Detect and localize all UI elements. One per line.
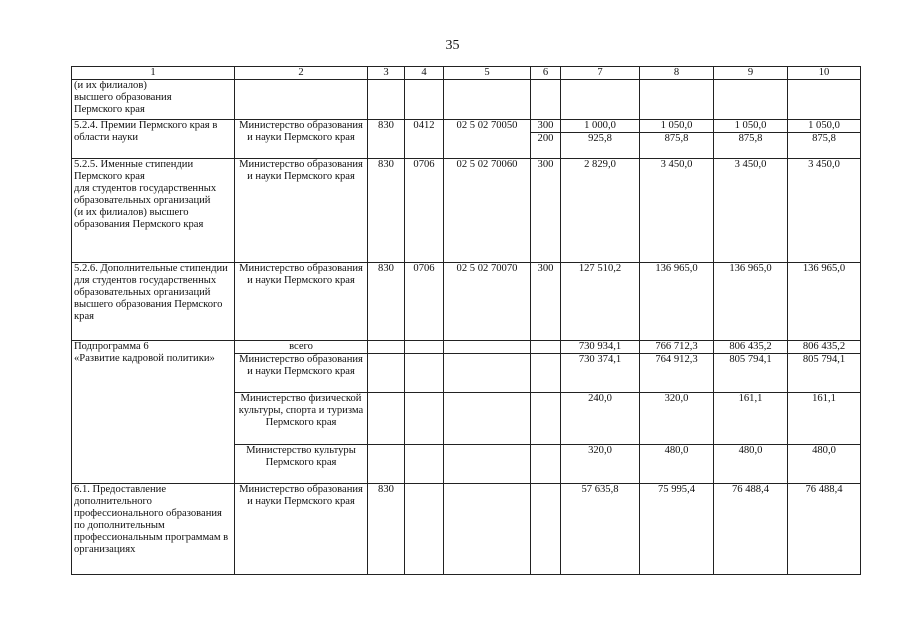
cell	[368, 445, 405, 484]
section-code: 0706	[405, 159, 444, 263]
item-name: 5.2.4. Премии Пермского края в области науки	[72, 120, 235, 159]
amount: 161,1	[714, 393, 788, 445]
column-number: 2	[235, 67, 368, 80]
amount: 240,0	[561, 393, 640, 445]
amount: 730 374,1	[561, 354, 640, 393]
cell	[531, 354, 561, 393]
amount: 764 912,3	[640, 354, 714, 393]
cell	[561, 80, 640, 120]
amount: 76 488,4	[788, 484, 861, 575]
cell	[444, 341, 531, 354]
amount: 875,8	[812, 133, 836, 144]
item-name: 5.2.5. Именные стипендии Пермского края для студентов государственных образовательных организаций (и их филиалов) высшего образования Пермского края	[72, 159, 235, 263]
target-code: 02 5 02 70050	[444, 120, 531, 159]
ministry-name: Министерство образования и науки Пермского края	[235, 354, 368, 393]
section-code	[405, 484, 444, 575]
amount: 161,1	[788, 393, 861, 445]
amount: 320,0	[561, 445, 640, 484]
ministry-name: Министерство образования и науки Пермского края	[235, 120, 368, 159]
ministry-code: 830	[368, 263, 405, 341]
ministry-name: всего	[235, 341, 368, 354]
ministry-code: 830	[368, 120, 405, 159]
column-number: 5	[444, 67, 531, 80]
amount-cell	[561, 120, 640, 159]
amount: 75 995,4	[640, 484, 714, 575]
cell	[405, 354, 444, 393]
section-code: 0412	[405, 120, 444, 159]
amount-cell	[714, 120, 788, 159]
amount: 2 829,0	[561, 159, 640, 263]
item-name: (и их филиалов) высшего образования Пермского края	[72, 80, 235, 120]
table-row	[72, 120, 861, 159]
cell	[405, 445, 444, 484]
ministry-code: 830	[368, 484, 405, 575]
page-number: 35	[445, 38, 460, 53]
table-row	[72, 263, 861, 341]
item-name: 5.2.6. Дополнительные стипендии для студентов государственных образовательных организаций высшего образования Пермского края	[72, 263, 235, 341]
amount: 480,0	[788, 445, 861, 484]
column-number: 8	[640, 67, 714, 80]
table-row	[72, 341, 861, 354]
cell	[531, 445, 561, 484]
cell	[640, 80, 714, 120]
amount: 3 450,0	[788, 159, 861, 263]
expense-type: 300	[531, 159, 561, 263]
expense-type: 300	[531, 263, 561, 341]
expense-type-cell	[531, 120, 561, 159]
cell	[405, 341, 444, 354]
cell	[531, 341, 561, 354]
cell	[531, 393, 561, 445]
cell	[444, 445, 531, 484]
budget-table	[71, 66, 861, 575]
cell	[405, 80, 444, 120]
amount: 3 450,0	[714, 159, 788, 263]
column-number: 10	[788, 67, 861, 80]
amount: 136 965,0	[714, 263, 788, 341]
column-number: 7	[561, 67, 640, 80]
amount: 805 794,1	[788, 354, 861, 393]
column-number: 6	[531, 67, 561, 80]
column-number: 3	[368, 67, 405, 80]
ministry-name: Министерство образования и науки Пермского края	[235, 263, 368, 341]
amount: 127 510,2	[561, 263, 640, 341]
amount: 925,8	[588, 133, 612, 144]
item-name: 6.1. Предоставление дополнительного профессионального образования по дополнительным профессиональным программам в организациях	[72, 484, 235, 575]
amount-cell	[788, 120, 861, 159]
amount: 1 050,0	[788, 120, 860, 133]
table-row	[72, 159, 861, 263]
cell	[444, 393, 531, 445]
amount: 57 635,8	[561, 484, 640, 575]
amount: 806 435,2	[788, 341, 861, 354]
amount: 136 965,0	[788, 263, 861, 341]
column-number: 4	[405, 67, 444, 80]
table-row	[72, 80, 861, 120]
amount: 875,8	[664, 133, 689, 144]
amount: 136 965,0	[640, 263, 714, 341]
amount: 480,0	[714, 445, 788, 484]
amount: 766 712,3	[640, 341, 714, 354]
cell	[368, 341, 405, 354]
section-code: 0706	[405, 263, 444, 341]
amount: 1 050,0	[640, 120, 713, 133]
cell	[531, 80, 561, 120]
column-number: 1	[72, 67, 235, 80]
amount: 480,0	[640, 445, 714, 484]
table-row	[72, 484, 861, 575]
column-number: 9	[714, 67, 788, 80]
target-code	[444, 484, 531, 575]
amount: 806 435,2	[714, 341, 788, 354]
amount: 1 050,0	[714, 120, 787, 133]
cell	[788, 80, 861, 120]
subprogram-name: Подпрограмма 6 «Развитие кадровой политики»	[72, 341, 235, 484]
amount: 3 450,0	[640, 159, 714, 263]
cell	[368, 393, 405, 445]
column-number-row	[72, 67, 861, 80]
expense-type: 200	[537, 133, 554, 144]
cell	[444, 80, 531, 120]
ministry-name: Министерство культуры Пермского края	[235, 445, 368, 484]
cell	[368, 354, 405, 393]
amount: 805 794,1	[714, 354, 788, 393]
cell	[235, 80, 368, 120]
amount: 320,0	[640, 393, 714, 445]
target-code: 02 5 02 70070	[444, 263, 531, 341]
cell	[714, 80, 788, 120]
ministry-name: Министерство образования и науки Пермского края	[235, 484, 368, 575]
cell	[368, 80, 405, 120]
amount: 875,8	[738, 133, 763, 144]
ministry-name: Министерство образования и науки Пермского края	[235, 159, 368, 263]
ministry-code: 830	[368, 159, 405, 263]
expense-type	[531, 484, 561, 575]
expense-type: 300	[531, 120, 560, 133]
amount: 76 488,4	[714, 484, 788, 575]
amount: 1 000,0	[561, 120, 639, 133]
target-code: 02 5 02 70060	[444, 159, 531, 263]
cell	[444, 354, 531, 393]
cell	[405, 393, 444, 445]
amount-cell	[640, 120, 714, 159]
ministry-name: Министерство физической культуры, спорта и туризма Пермского края	[235, 393, 368, 445]
amount: 730 934,1	[561, 341, 640, 354]
